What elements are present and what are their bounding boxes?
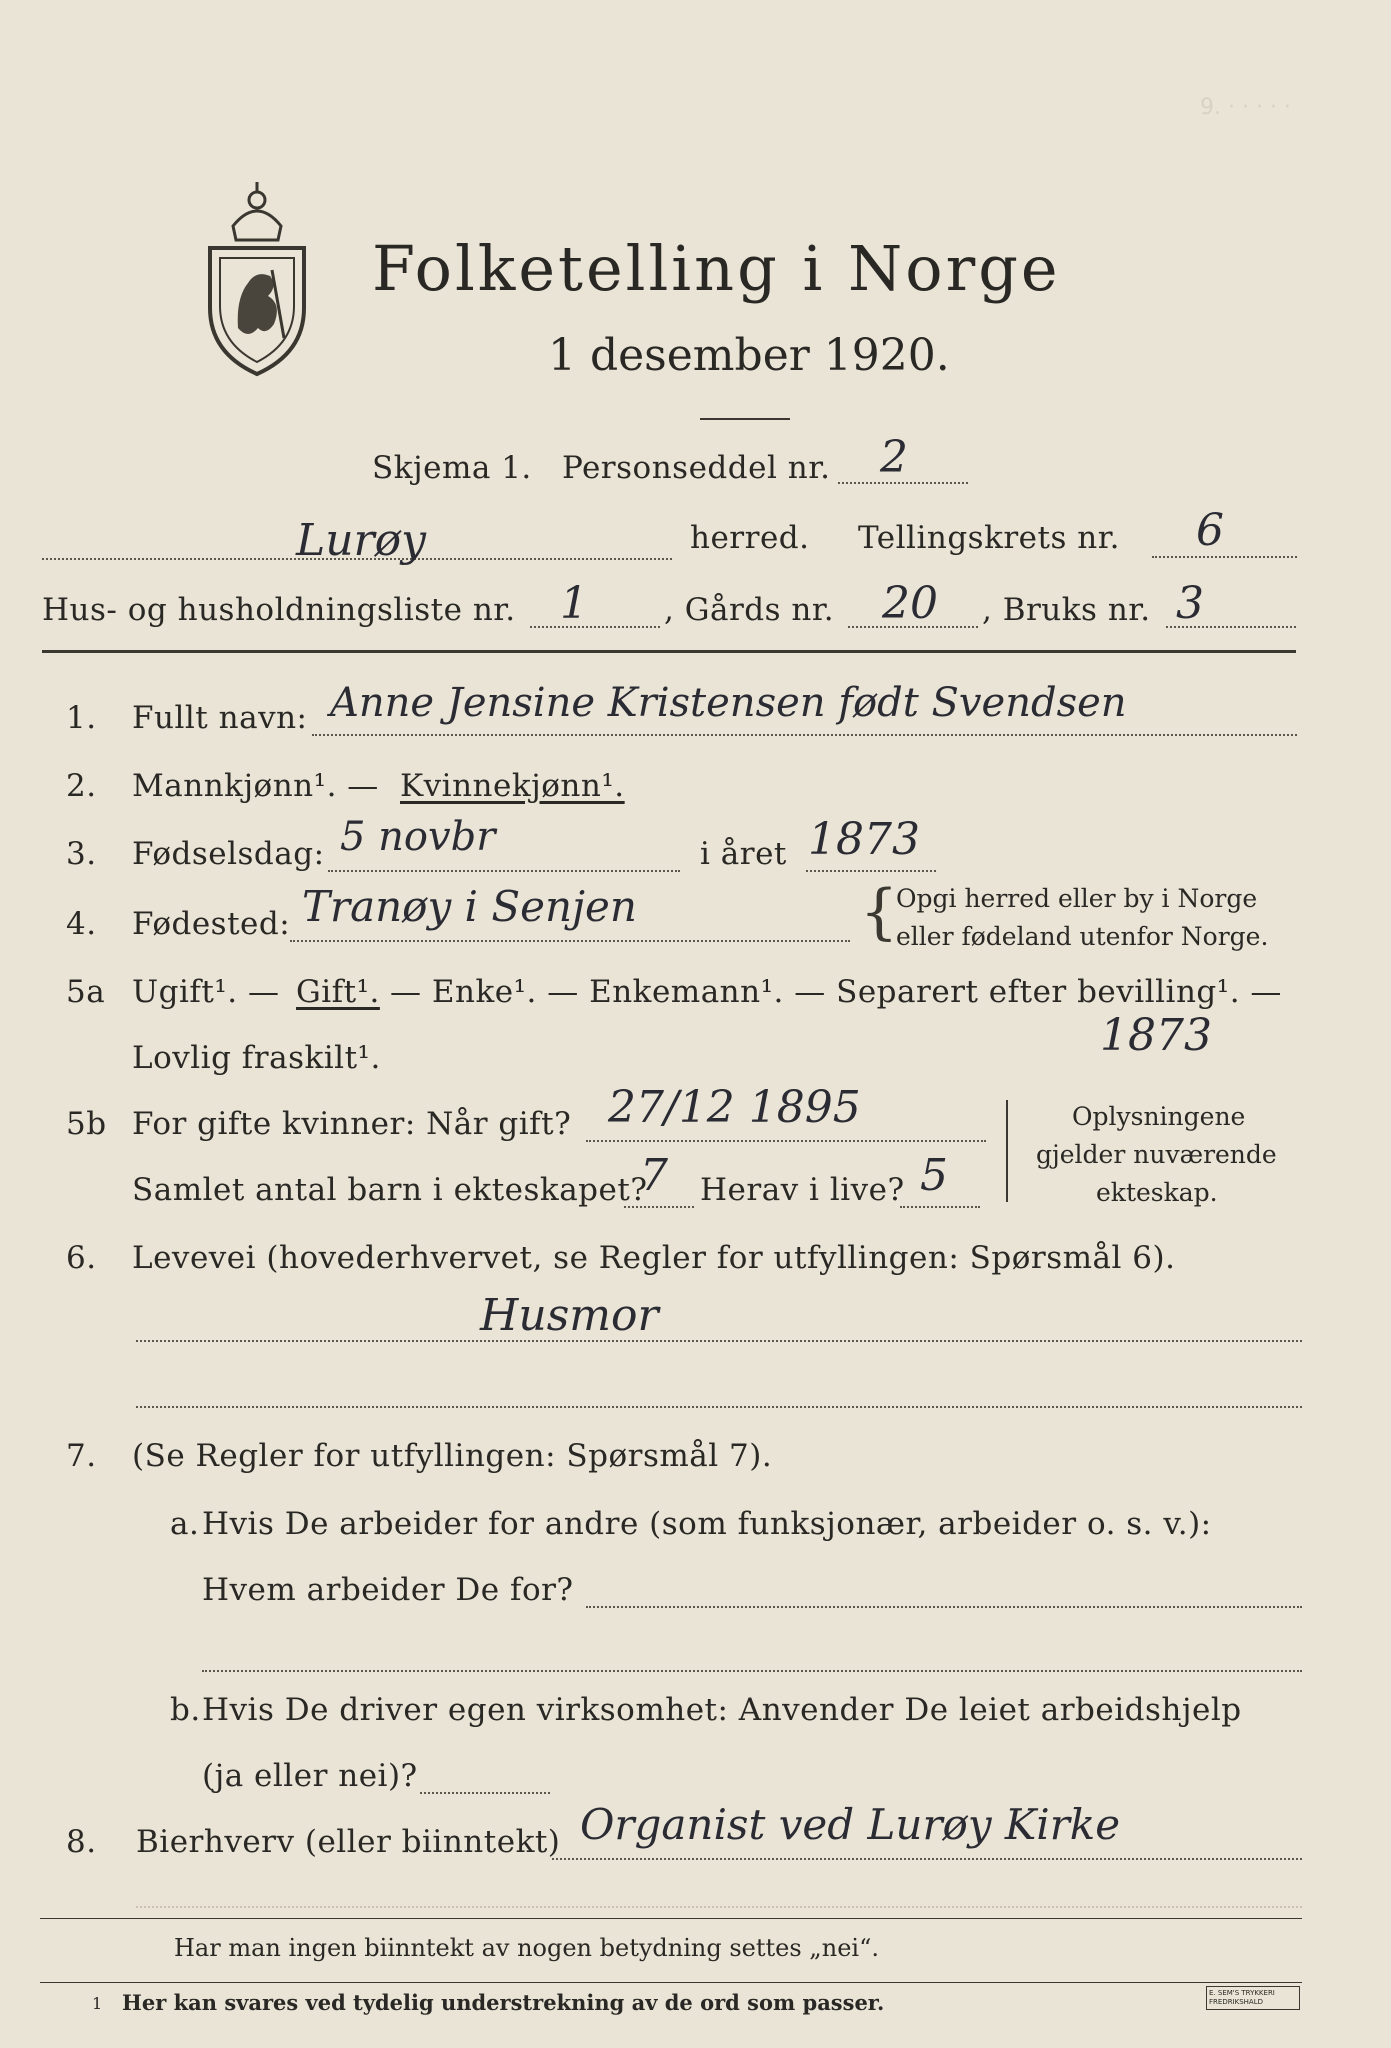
- q8-label: Bierhverv (eller biinntekt): [136, 1824, 561, 1860]
- q5b-note-line3: ekteskap.: [1096, 1178, 1218, 1207]
- bruks-nr-value: 3: [1176, 578, 1204, 629]
- tellingskrets-label: Tellingskrets nr.: [858, 520, 1120, 556]
- q3-line: [328, 870, 680, 872]
- q6-occupation-value: Husmor: [480, 1290, 659, 1341]
- q3-year-label: i året: [700, 836, 787, 872]
- q5b-number: 5b: [66, 1106, 107, 1142]
- q5b-alive-value: 5: [920, 1150, 948, 1201]
- q7a-line1: Hvis De arbeider for andre (som funksjonær, arbeider o. s. v.):: [202, 1506, 1212, 1542]
- q5a-other-options: — Enke¹. — Enkemann¹. — Separert efter bevilling¹. —: [390, 974, 1282, 1010]
- q5b-alive-label: Herav i live?: [700, 1172, 905, 1208]
- q5b-note-bracket: [1006, 1100, 1008, 1202]
- bleed-through-text: 9. · · · · ·: [1200, 95, 1291, 120]
- q8-side-income-value: Organist ved Lurøy Kirke: [580, 1800, 1121, 1849]
- q5a-annotation: 1873: [1100, 1010, 1212, 1061]
- q5a-line2: Lovlig fraskilt¹.: [132, 1040, 381, 1076]
- q5b-note-line2: gjelder nuværende: [1036, 1140, 1277, 1169]
- footnote-mark: 1: [92, 1994, 103, 2013]
- personseddel-label: Personseddel nr.: [562, 450, 831, 486]
- q5b-label: For gifte kvinner: Når gift?: [132, 1106, 572, 1142]
- bruks-label: , Bruks nr.: [982, 592, 1151, 628]
- footnote-text: Her kan svares ved tydelig understrekning av de ord som passer.: [122, 1990, 885, 2015]
- q7b-letter: b.: [170, 1692, 201, 1728]
- q4-number: 4.: [66, 906, 97, 942]
- footer-note: Har man ingen biinntekt av nogen betydning settes „nei“.: [174, 1934, 879, 1962]
- herred-value: Lurøy: [296, 515, 426, 566]
- q1-number: 1.: [66, 700, 97, 736]
- q5b-children-line: [624, 1206, 694, 1208]
- q5b-note-line1: Oplysningene: [1072, 1102, 1246, 1131]
- q2-kvinnekjonn-selected: Kvinnekjønn¹.: [400, 768, 625, 804]
- q3-year-value: 1873: [808, 814, 920, 865]
- q6-label: Levevei (hovederhvervet, se Regler for utfyllingen: Spørsmål 6).: [132, 1240, 1176, 1276]
- q7a-letter: a.: [170, 1506, 200, 1542]
- q4-note-line1: Opgi herred eller by i Norge: [896, 884, 1258, 913]
- q5a-gift-selected: Gift¹.: [296, 974, 380, 1010]
- q4-birthplace-value: Tranøy i Senjen: [302, 882, 637, 931]
- q7a-answer-line2: [202, 1670, 1302, 1672]
- q7b-answer-line: [420, 1792, 550, 1794]
- q4-line: [290, 940, 850, 942]
- personseddel-nr-value: 2: [880, 432, 908, 483]
- q1-full-name-value: Anne Jensine Kristensen født Svendsen: [330, 680, 1127, 726]
- q4-note-line2: eller fødeland utenfor Norge.: [896, 922, 1269, 951]
- printer-stamp: E. SEM'S TRYKKERI FREDRIKSHALD: [1206, 1986, 1300, 2010]
- q6-number: 6.: [66, 1240, 97, 1276]
- q6-line2: [136, 1406, 1302, 1408]
- q8-line: [552, 1858, 1302, 1860]
- q6-line1: [136, 1340, 1302, 1342]
- q4-label: Fødested:: [132, 906, 291, 942]
- q5a-number: 5a: [66, 974, 106, 1010]
- q3-number: 3.: [66, 836, 97, 872]
- q3-year-line: [806, 870, 936, 872]
- header-divider: [42, 650, 1296, 653]
- footer-divider: [40, 1918, 1302, 1919]
- norway-coat-of-arms-icon: [198, 178, 316, 382]
- q3-birthday-value: 5 novbr: [340, 814, 496, 860]
- q7-label: (Se Regler for utfyllingen: Spørsmål 7).: [132, 1438, 773, 1474]
- form-date: 1 desember 1920.: [548, 330, 950, 381]
- bottom-faint-line: [136, 1906, 1302, 1908]
- q7b-line2: (ja eller nei)?: [202, 1758, 418, 1794]
- q5b-children-label: Samlet antal barn i ekteskapet?: [132, 1172, 648, 1208]
- q8-number: 8.: [66, 1824, 97, 1860]
- husliste-nr-value: 1: [560, 578, 588, 629]
- q5b-married-line: [586, 1140, 986, 1142]
- q7a-answer-line1: [586, 1606, 1302, 1608]
- footnote-divider: [40, 1982, 1302, 1983]
- form-title: Folketelling i Norge: [372, 232, 1061, 305]
- q2-mannkjonn: Mannkjønn¹. —: [132, 768, 379, 804]
- husliste-line: [530, 626, 660, 628]
- husliste-label: Hus- og husholdningsliste nr.: [42, 592, 516, 628]
- gards-nr-value: 20: [882, 578, 938, 629]
- q2-number: 2.: [66, 768, 97, 804]
- tellingskrets-nr-value: 6: [1196, 505, 1224, 556]
- q4-note-brace: {: [860, 877, 899, 947]
- q1-label: Fullt navn:: [132, 700, 308, 736]
- q5b-alive-line: [900, 1206, 980, 1208]
- q3-label: Fødselsdag:: [132, 836, 325, 872]
- gards-label: , Gårds nr.: [664, 592, 835, 628]
- herred-label: herred.: [690, 520, 810, 556]
- tellingskrets-line: [1152, 556, 1297, 558]
- q5b-married-value: 27/12 1895: [608, 1082, 861, 1133]
- q7a-line2: Hvem arbeider De for?: [202, 1572, 574, 1608]
- title-divider: [700, 418, 790, 420]
- q5b-children-value: 7: [640, 1150, 668, 1201]
- q5a-ugift: Ugift¹. —: [132, 974, 280, 1010]
- q7-number: 7.: [66, 1438, 97, 1474]
- skjema-label: Skjema 1.: [372, 450, 532, 486]
- q7b-line1: Hvis De driver egen virksomhet: Anvender De leiet arbeidshjelp: [202, 1692, 1242, 1728]
- q1-line: [312, 734, 1297, 736]
